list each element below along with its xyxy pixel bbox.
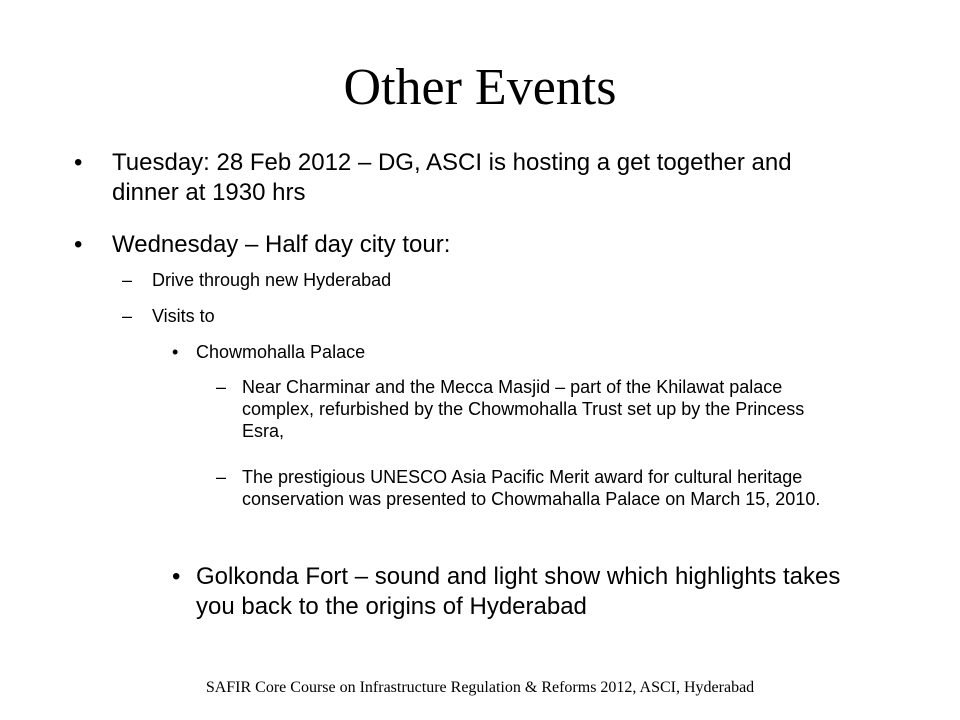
detail-bullet-marker: –	[216, 467, 227, 487]
sub-bullet-text: Visits to	[152, 306, 215, 326]
sub-bullet-marker: –	[122, 306, 133, 326]
place-bullet-text: Chowmohalla Palace	[196, 342, 366, 362]
slide-title: Other Events	[343, 59, 617, 116]
detail-bullet-text: Near Charminar and the Mecca Masjid – part of the Khilawat palace complex, refurbished by the Chowmohalla Trust set up by the Princess Esra,	[242, 377, 805, 441]
sub-bullet-text: Drive through new Hyderabad	[152, 270, 392, 290]
bullet-marker: •	[74, 149, 83, 176]
detail-bullet-text: The prestigious UNESCO Asia Pacific Merit award for cultural heritage conservation was presented to Chowmahalla Palace on March 15, 2010.	[242, 467, 821, 509]
bullet-marker: •	[74, 231, 83, 258]
slide-footer: SAFIR Core Course on Infrastructure Regulation & Reforms 2012, ASCI, Hyderabad	[205, 679, 755, 696]
place-bullet-marker: •	[172, 342, 179, 362]
place-bullet-text: Golkonda Fort – sound and light show which highlights takes you back to the origins of Hyderabad	[196, 563, 841, 620]
place-bullet-marker: •	[172, 563, 181, 590]
bullet-text: Tuesday: 28 Feb 2012 – DG, ASCI is hosting a get together and dinner at 1930 hrs	[112, 149, 792, 206]
bullet-text: Wednesday – Half day city tour:	[112, 231, 451, 258]
sub-bullet-marker: –	[122, 270, 133, 290]
detail-bullet-marker: –	[216, 377, 227, 397]
